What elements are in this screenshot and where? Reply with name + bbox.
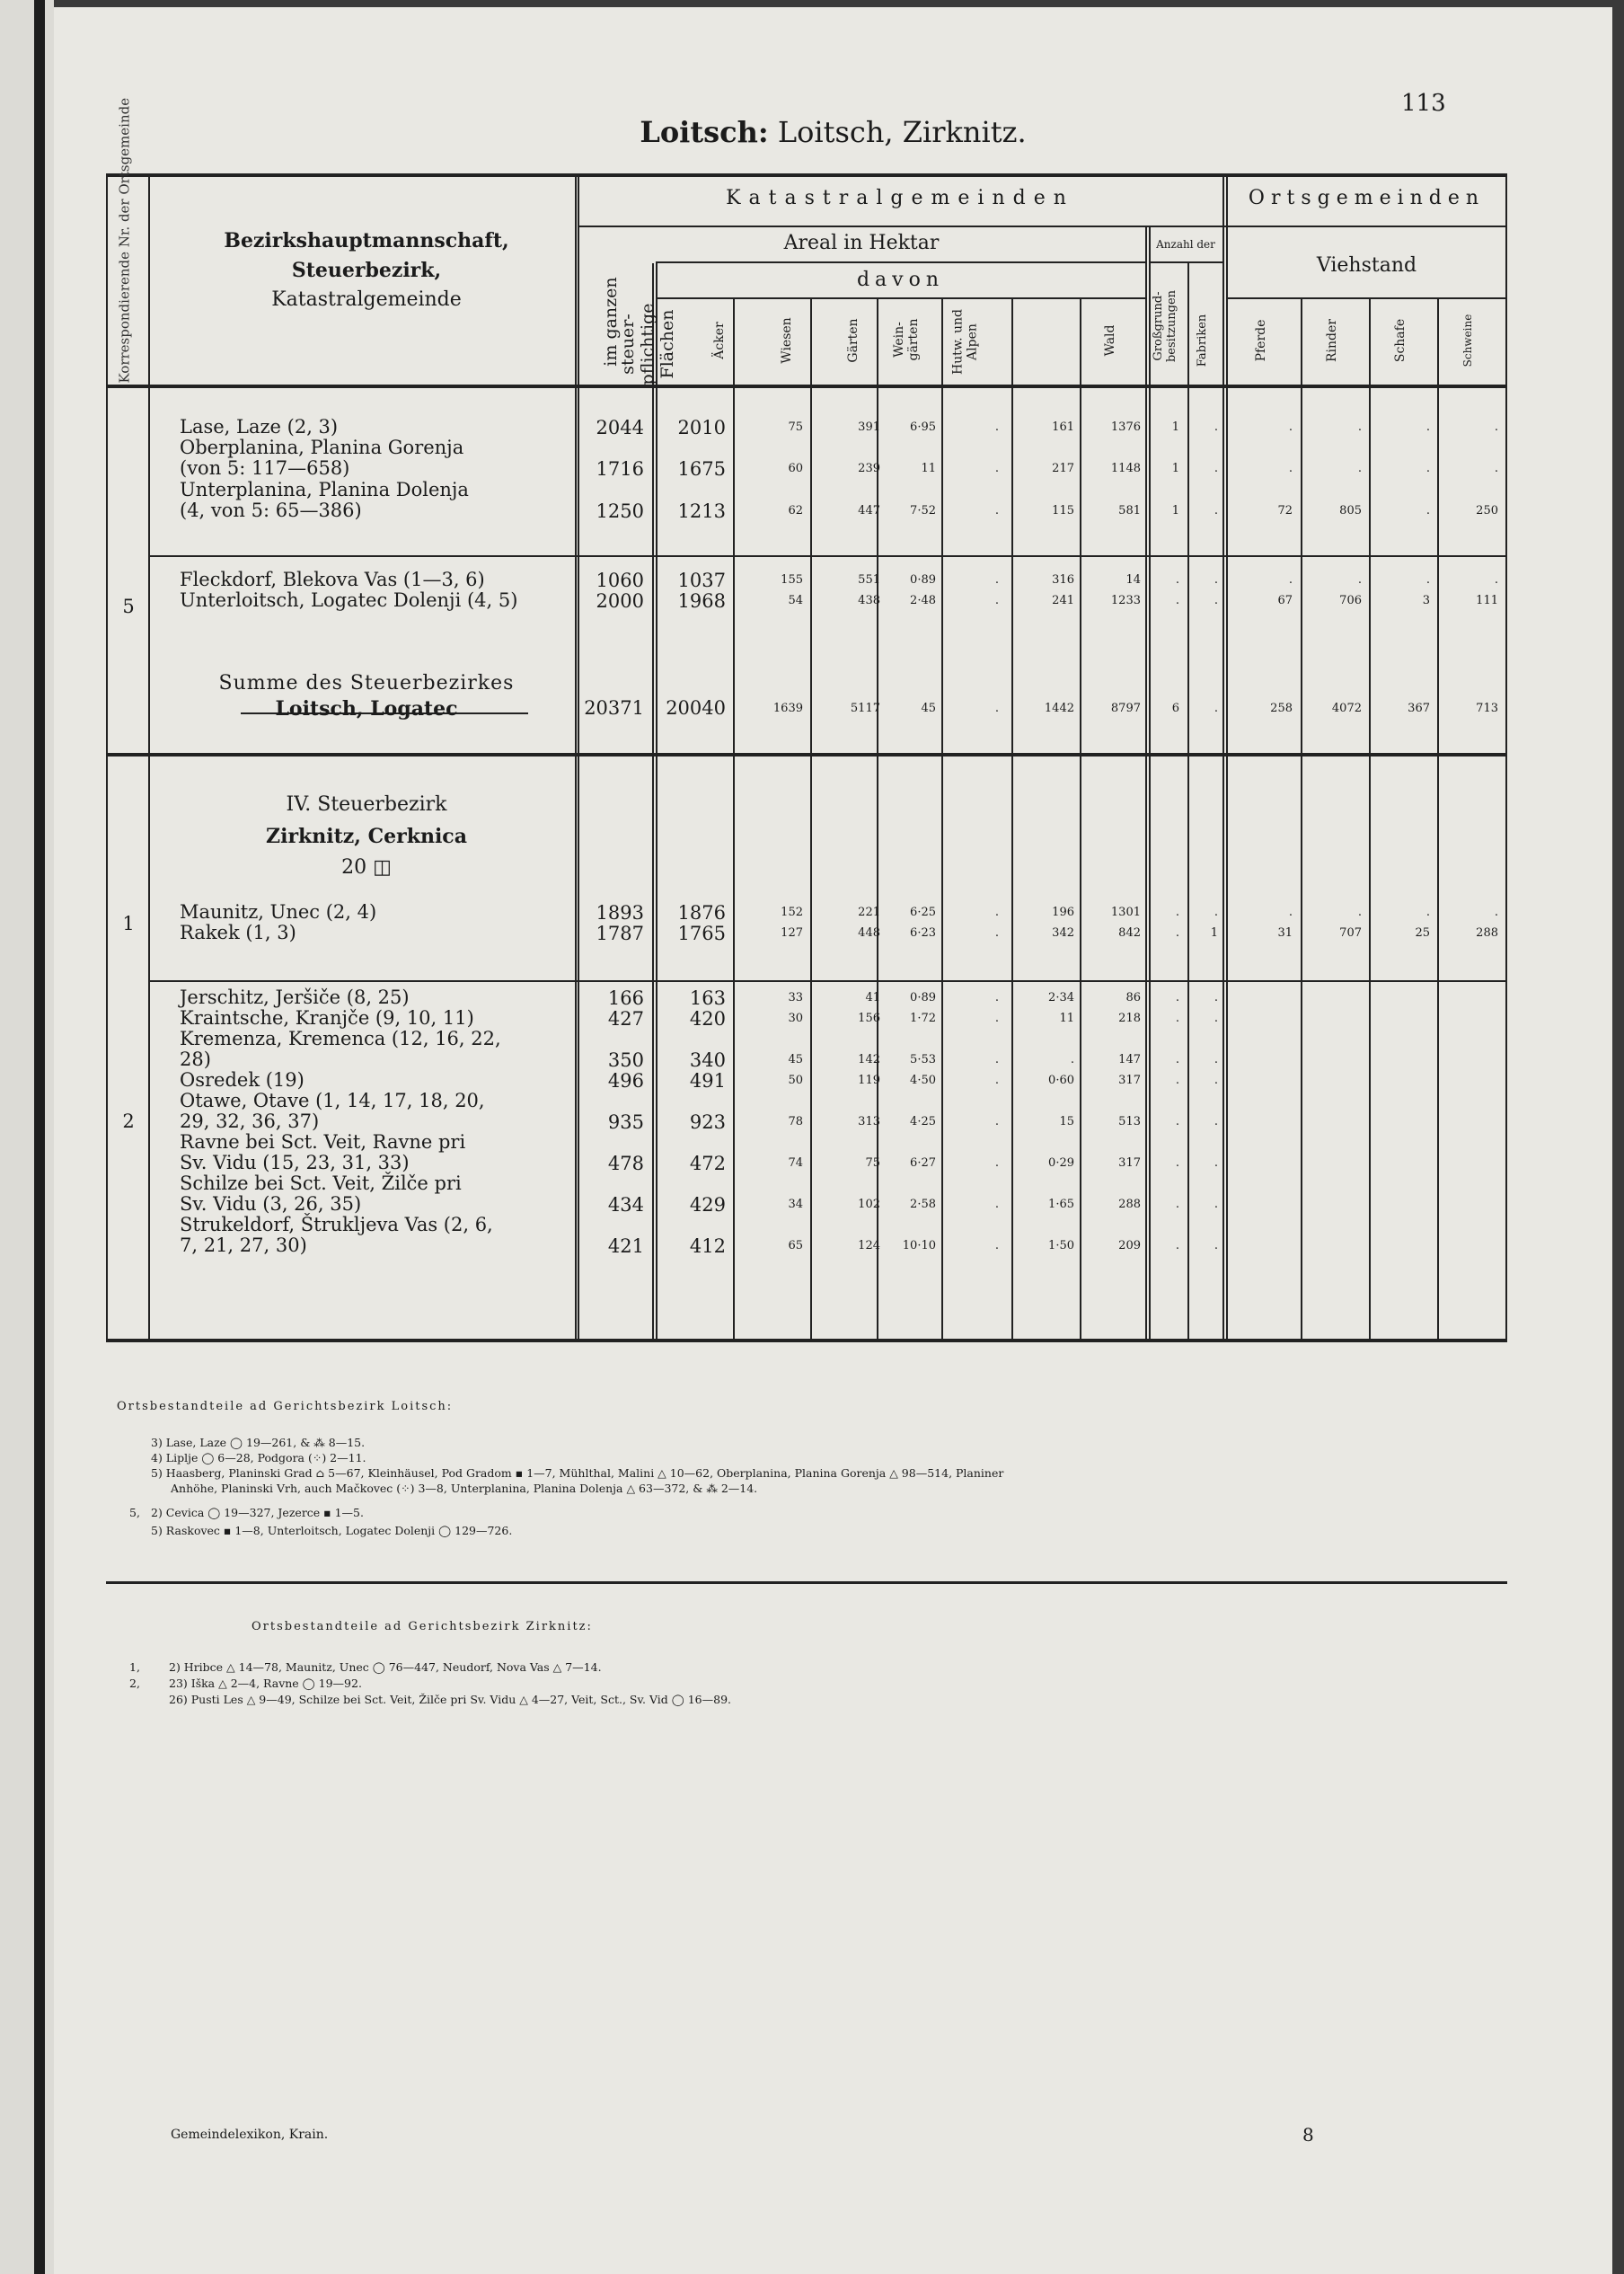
cell-wg: . — [994, 420, 999, 434]
row-name: Maunitz, Unec (2, 4) — [180, 901, 377, 923]
cell-a: 62 — [788, 504, 803, 518]
header-bezirk-3: Katastralgemeinde — [271, 288, 462, 311]
iv-heading-2: Zirknitz, Cerknica — [266, 825, 467, 848]
header-viehstand: Viehstand — [1316, 254, 1417, 277]
cell-a: 74 — [788, 1156, 803, 1170]
cell-ga: 0·89 — [910, 573, 936, 587]
scan-edge-bar — [34, 0, 45, 2274]
cell-ga: 0·89 — [910, 991, 936, 1004]
cell-fa: 1 — [1210, 926, 1218, 940]
cell-wg: . — [994, 926, 999, 940]
cell-wg: . — [994, 573, 999, 587]
row-name: 28) — [180, 1049, 211, 1070]
row-name: Unterloitsch, Logatec Dolenji (4, 5) — [180, 589, 518, 611]
row-name: (4, von 5: 65—386) — [180, 500, 362, 521]
header-bezirk-2: Steuerbezirk, — [291, 259, 442, 282]
cell-wa: 86 — [1125, 991, 1141, 1004]
cell-wg: . — [994, 1012, 999, 1025]
row-name: (von 5: 117—658) — [180, 457, 350, 479]
col-hutweiden: Hutw. und Alpen — [950, 308, 980, 376]
row-name: Sv. Vidu (3, 26, 35) — [180, 1193, 362, 1215]
cell-wg: . — [994, 1053, 999, 1066]
foot1-line: 3) Lase, Laze ◯ 19—261, & ⁂ 8—15. — [151, 1436, 366, 1449]
cell-g: 478 — [607, 1153, 644, 1174]
col-steuerpflichtig: steuer-pflichtige Flächen — [618, 303, 677, 385]
row-name: Oberplanina, Planina Gorenja — [180, 437, 464, 458]
foot2-line: 26) Pusti Les △ 9—49, Schilze bei Sct. Veit, Žilče pri Sv. Vidu △ 4—27, Veit, Sct., Sv. Vid ◯ 16—89. — [169, 1693, 732, 1706]
foot2-mark-2: 2, — [129, 1677, 140, 1690]
cell-a: 60 — [788, 462, 803, 475]
cell-w: 102 — [858, 1198, 880, 1211]
korr-number-5: 5 — [122, 596, 135, 617]
cell-pf: 31 — [1277, 926, 1293, 940]
cell-a: 75 — [788, 420, 803, 434]
summe-cell-w: 5117 — [850, 702, 880, 715]
cell-g: 496 — [607, 1070, 644, 1092]
cell-wg: . — [994, 504, 999, 518]
row-name: Schilze bei Sct. Veit, Žilče pri — [180, 1172, 462, 1194]
summe-label-2: Loitsch, Logatec — [275, 697, 458, 721]
col-fabriken: Fabriken — [1196, 314, 1209, 367]
col-gaerten: Gärten — [846, 318, 861, 363]
row-name: Strukeldorf, Štrukljeva Vas (2, 6, — [180, 1214, 493, 1235]
cell-w: 239 — [858, 462, 880, 475]
cell-gg: . — [1175, 1198, 1179, 1211]
cell-s: 491 — [689, 1070, 726, 1092]
cell-a: 54 — [788, 594, 803, 607]
header-orts: Ortsgemeinden — [1248, 187, 1486, 209]
summe-cell-g: 20371 — [584, 697, 644, 719]
cell-g: 1787 — [596, 923, 644, 944]
summe-cell-ri: 4072 — [1331, 702, 1362, 715]
page-title — [54, 115, 1612, 149]
col-grossgrund: Großgrund-besitzungen — [1152, 289, 1178, 363]
cell-ri: 805 — [1339, 504, 1362, 518]
cell-ga: 1·72 — [910, 1012, 936, 1025]
header-katastral: Katastralgemeinden — [726, 187, 1074, 209]
row-name: Osredek (19) — [180, 1069, 304, 1091]
cell-wa: 1376 — [1110, 420, 1141, 434]
cell-wa: 147 — [1118, 1053, 1141, 1066]
cell-a: 30 — [788, 1012, 803, 1025]
cell-sc: . — [1425, 462, 1430, 475]
cell-wa: 317 — [1118, 1156, 1141, 1170]
korr-number-2: 2 — [122, 1110, 135, 1132]
cell-g: 2000 — [596, 590, 644, 612]
row-name: 29, 32, 36, 37) — [180, 1110, 320, 1132]
cell-pf: . — [1288, 420, 1293, 434]
cell-gg: . — [1175, 906, 1179, 919]
cell-s: 1675 — [677, 458, 726, 480]
cell-gg: . — [1175, 926, 1179, 940]
cell-s: 1213 — [677, 500, 726, 522]
row-name: Ravne bei Sct. Veit, Ravne pri — [180, 1131, 466, 1153]
signature-number: 8 — [1302, 2124, 1314, 2146]
foot1-heading: Ortsbestandteile ad Gerichtsbezirk Loitsch: — [117, 1400, 454, 1413]
cell-ga: 10·10 — [902, 1239, 936, 1252]
cell-ga: 6·23 — [910, 926, 936, 940]
col-wiesen: Wiesen — [780, 317, 794, 364]
row-name: 7, 21, 27, 30) — [180, 1234, 307, 1256]
summe-cell-ga: 45 — [921, 702, 936, 715]
row-name: Unterplanina, Planina Dolenja — [180, 479, 469, 500]
cell-gg: . — [1175, 1012, 1179, 1025]
cell-ri: . — [1357, 462, 1362, 475]
bottom-left-note: Gemeindelexikon, Krain. — [171, 2128, 329, 2142]
foot1-line: 2) Cevica ◯ 19—327, Jezerce ▪ 1—5. — [151, 1506, 364, 1519]
summe-cell-wa: 8797 — [1110, 702, 1141, 715]
cell-g: 421 — [607, 1235, 644, 1257]
cell-g: 350 — [607, 1049, 644, 1071]
cell-pf: . — [1288, 462, 1293, 475]
foot2-line: 2) Hribce △ 14—78, Maunitz, Unec ◯ 76—447, Neudorf, Nova Vas △ 7—14. — [169, 1660, 602, 1674]
cell-gg: . — [1175, 1239, 1179, 1252]
row-name: Jerschitz, Jeršiče (8, 25) — [180, 987, 410, 1008]
cell-g: 1060 — [596, 570, 644, 591]
cell-hu: 161 — [1052, 420, 1074, 434]
page-number: 113 — [1401, 90, 1446, 117]
cell-w: 313 — [858, 1115, 880, 1128]
cell-pf: . — [1288, 573, 1293, 587]
cell-fa: . — [1214, 1053, 1218, 1066]
cell-w: 75 — [865, 1156, 880, 1170]
cell-wa: 209 — [1118, 1239, 1141, 1252]
cell-wg: . — [994, 1198, 999, 1211]
cell-w: 221 — [858, 906, 880, 919]
cell-a: 127 — [781, 926, 803, 940]
summe-cell-sw: 713 — [1476, 702, 1498, 715]
col-weingaerten: Wein-gärten — [892, 318, 921, 361]
cell-ri: . — [1357, 573, 1362, 587]
summe-cell-gg: 6 — [1171, 702, 1179, 715]
cell-a: 152 — [781, 906, 803, 919]
cell-wg: . — [994, 594, 999, 607]
cell-sc: . — [1425, 573, 1430, 587]
cell-s: 1968 — [677, 590, 726, 612]
cell-s: 1765 — [677, 923, 726, 944]
cell-a: 50 — [788, 1074, 803, 1087]
document-page — [54, 7, 1612, 2274]
col-schafe: Schafe — [1393, 318, 1408, 363]
cell-g: 1716 — [596, 458, 644, 480]
cell-ga: 7·52 — [910, 504, 936, 518]
foot2-heading: Ortsbestandteile ad Gerichtsbezirk Zirknitz: — [252, 1620, 593, 1633]
row-name: Rakek (1, 3) — [180, 922, 296, 943]
cell-a: 33 — [788, 991, 803, 1004]
col-aecker: Äcker — [712, 322, 727, 359]
cell-fa: . — [1214, 504, 1218, 518]
header-anzahl: Anzahl der — [1156, 238, 1215, 251]
foot1-line: 5) Haasberg, Planinski Grad ⌂ 5—67, Kleinhäusel, Pod Gradom ▪ 1—7, Mühlthal, Malini △ 10—62, Oberplanina, Planina Gorenja △ 98—514, Planiner — [151, 1466, 1004, 1480]
cell-wa: 581 — [1118, 504, 1141, 518]
cell-g: 1250 — [596, 500, 644, 522]
summe-cell-pf: 258 — [1270, 702, 1293, 715]
cell-gg: 1 — [1171, 504, 1179, 518]
cell-w: 41 — [865, 991, 880, 1004]
cell-wa: 317 — [1118, 1074, 1141, 1087]
cell-ri: . — [1357, 906, 1362, 919]
cell-wg: . — [994, 1239, 999, 1252]
scan-left-margin — [0, 0, 54, 2274]
cell-wa: 513 — [1118, 1115, 1141, 1128]
cell-hu: 15 — [1059, 1115, 1074, 1128]
divider — [106, 1581, 1507, 1584]
cell-sw: . — [1494, 462, 1498, 475]
cell-sc: . — [1425, 504, 1430, 518]
cell-a: 78 — [788, 1115, 803, 1128]
cell-ga: 2·58 — [910, 1198, 936, 1211]
cell-w: 551 — [858, 573, 880, 587]
cell-a: 34 — [788, 1198, 803, 1211]
col-wald: Wald — [1103, 324, 1117, 357]
cell-g: 166 — [607, 987, 644, 1009]
cell-wa: 1233 — [1110, 594, 1141, 607]
cell-hu: 2·34 — [1048, 991, 1074, 1004]
cell-ri: 707 — [1339, 926, 1362, 940]
cell-ri: 706 — [1339, 594, 1362, 607]
cell-pf: 67 — [1277, 594, 1293, 607]
cell-wg: . — [994, 1074, 999, 1087]
cell-w: 447 — [858, 504, 880, 518]
cell-hu: 11 — [1059, 1012, 1074, 1025]
summe-cell-a: 1639 — [772, 702, 803, 715]
iv-heading-3: 20 ◫ — [341, 856, 392, 879]
cell-fa: . — [1214, 420, 1218, 434]
cell-g: 1893 — [596, 902, 644, 924]
cell-a: 155 — [781, 573, 803, 587]
cell-gg: . — [1175, 991, 1179, 1004]
cell-fa: . — [1214, 1198, 1218, 1211]
cell-sw: 288 — [1476, 926, 1498, 940]
cell-gg: . — [1175, 1053, 1179, 1066]
cell-ga: 4·25 — [910, 1115, 936, 1128]
cell-pf: 72 — [1277, 504, 1293, 518]
cell-sc: . — [1425, 420, 1430, 434]
cell-w: 448 — [858, 926, 880, 940]
cell-s: 429 — [689, 1194, 726, 1216]
header-bezirk-1: Bezirkshauptmannschaft, — [224, 229, 509, 252]
cell-s: 412 — [689, 1235, 726, 1257]
summe-label-1: Summe des Steuerbezirkes — [218, 672, 515, 695]
cell-sw: 250 — [1476, 504, 1498, 518]
cell-ri: . — [1357, 420, 1362, 434]
cell-g: 935 — [607, 1111, 644, 1133]
cell-ga: 4·50 — [910, 1074, 936, 1087]
cell-ga: 6·95 — [910, 420, 936, 434]
header-areal: Areal in Hektar — [783, 232, 940, 254]
cell-ga: 11 — [921, 462, 936, 475]
cell-gg: . — [1175, 573, 1179, 587]
cell-fa: . — [1214, 594, 1218, 607]
cell-s: 420 — [689, 1008, 726, 1030]
cell-s: 472 — [689, 1153, 726, 1174]
row-name: Sv. Vidu (15, 23, 31, 33) — [180, 1152, 410, 1173]
cell-sc: 3 — [1422, 594, 1430, 607]
foot1-line: 5) Raskovec ▪ 1—8, Unterloitsch, Logatec Dolenji ◯ 129—726. — [151, 1524, 513, 1537]
cell-wg: . — [994, 991, 999, 1004]
row-name: Fleckdorf, Blekova Vas (1—3, 6) — [180, 569, 485, 590]
summe-cell-s: 20040 — [666, 697, 726, 719]
cell-wa: 842 — [1118, 926, 1141, 940]
cell-ga: 2·48 — [910, 594, 936, 607]
cell-w: 119 — [858, 1074, 880, 1087]
foot2-line: 23) Iška △ 2—4, Ravne ◯ 19—92. — [169, 1677, 362, 1690]
cell-hu: . — [1070, 1053, 1074, 1066]
cell-gg: . — [1175, 1156, 1179, 1170]
summe-cell-fa: . — [1214, 702, 1218, 715]
cell-fa: . — [1214, 991, 1218, 1004]
cell-fa: . — [1214, 1115, 1218, 1128]
summe-cell-sc: 367 — [1408, 702, 1430, 715]
cell-gg: . — [1175, 594, 1179, 607]
cell-fa: . — [1214, 1156, 1218, 1170]
summe-cell-hu: 1442 — [1044, 702, 1074, 715]
row-name: Lase, Laze (2, 3) — [180, 416, 339, 438]
col-pferde: Pferde — [1254, 319, 1268, 362]
cell-hu: 217 — [1052, 462, 1074, 475]
cell-wa: 14 — [1125, 573, 1141, 587]
cell-sc: . — [1425, 906, 1430, 919]
cell-w: 156 — [858, 1012, 880, 1025]
cell-ga: 6·27 — [910, 1156, 936, 1170]
cell-sw: . — [1494, 420, 1498, 434]
foot2-mark-1: 1, — [129, 1660, 140, 1674]
cell-a: 45 — [788, 1053, 803, 1066]
cell-hu: 0·29 — [1048, 1156, 1074, 1170]
cell-s: 923 — [689, 1111, 726, 1133]
cell-gg: 1 — [1171, 462, 1179, 475]
cell-fa: . — [1214, 1012, 1218, 1025]
cell-w: 438 — [858, 594, 880, 607]
cell-s: 163 — [689, 987, 726, 1009]
cell-s: 340 — [689, 1049, 726, 1071]
cell-hu: 196 — [1052, 906, 1074, 919]
cell-w: 142 — [858, 1053, 880, 1066]
header-korr: Korrespondierende Nr. der Ortsgemeinde — [116, 97, 133, 384]
cell-sw: . — [1494, 906, 1498, 919]
row-name: Kraintsche, Kranjče (9, 10, 11) — [180, 1007, 474, 1029]
cell-hu: 1·65 — [1048, 1198, 1074, 1211]
foot1-mark: 5, — [129, 1506, 140, 1519]
cell-sw: 111 — [1476, 594, 1498, 607]
cell-fa: . — [1214, 462, 1218, 475]
cell-gg: 1 — [1171, 420, 1179, 434]
title-rest: Loitsch, Zirknitz. — [768, 115, 1027, 149]
cell-wa: 1301 — [1110, 906, 1141, 919]
cell-wa: 218 — [1118, 1012, 1141, 1025]
cell-fa: . — [1214, 1239, 1218, 1252]
cell-hu: 0·60 — [1048, 1074, 1074, 1087]
cell-hu: 342 — [1052, 926, 1074, 940]
header-davon: davon — [856, 269, 945, 291]
cell-pf: . — [1288, 906, 1293, 919]
cell-fa: . — [1214, 573, 1218, 587]
col-rinder: Rinder — [1325, 319, 1339, 362]
col-im-ganzen: im ganzen — [601, 277, 621, 367]
cell-wg: . — [994, 1156, 999, 1170]
row-name: Otawe, Otave (1, 14, 17, 18, 20, — [180, 1090, 485, 1111]
cell-g: 2044 — [596, 417, 644, 438]
cell-sw: . — [1494, 573, 1498, 587]
cell-fa: . — [1214, 1074, 1218, 1087]
cell-g: 427 — [607, 1008, 644, 1030]
cell-sc: 25 — [1415, 926, 1430, 940]
cell-s: 2010 — [677, 417, 726, 438]
cell-w: 124 — [858, 1239, 880, 1252]
cell-wg: . — [994, 906, 999, 919]
row-name: Kremenza, Kremenca (12, 16, 22, — [180, 1028, 501, 1049]
cell-wg: . — [994, 462, 999, 475]
cell-g: 434 — [607, 1194, 644, 1216]
cell-w: 391 — [858, 420, 880, 434]
cell-wa: 288 — [1118, 1198, 1141, 1211]
cell-hu: 316 — [1052, 573, 1074, 587]
cell-a: 65 — [788, 1239, 803, 1252]
cell-ga: 6·25 — [910, 906, 936, 919]
cell-hu: 241 — [1052, 594, 1074, 607]
title-bold: Loitsch: — [640, 115, 769, 149]
col-schweine: Schweine — [1461, 314, 1474, 367]
iv-heading-1: IV. Steuerbezirk — [286, 793, 447, 816]
korr-number-1: 1 — [122, 913, 135, 934]
cell-wg: . — [994, 1115, 999, 1128]
cell-wa: 1148 — [1110, 462, 1141, 475]
cell-s: 1037 — [677, 570, 726, 591]
cell-hu: 1·50 — [1048, 1239, 1074, 1252]
cell-gg: . — [1175, 1074, 1179, 1087]
cell-s: 1876 — [677, 902, 726, 924]
foot1-line: Anhöhe, Planinski Vrh, auch Mačkovec (⁘) 3—8, Unterplanina, Planina Dolenja △ 63—372, & ⁂ 2—14. — [171, 1482, 758, 1495]
cell-gg: . — [1175, 1115, 1179, 1128]
cell-ga: 5·53 — [910, 1053, 936, 1066]
cell-hu: 115 — [1052, 504, 1074, 518]
summe-cell-wg: . — [994, 702, 999, 715]
cell-fa: . — [1214, 906, 1218, 919]
foot1-line: 4) Liplje ◯ 6—28, Podgora (⁘) 2—11. — [151, 1451, 366, 1464]
